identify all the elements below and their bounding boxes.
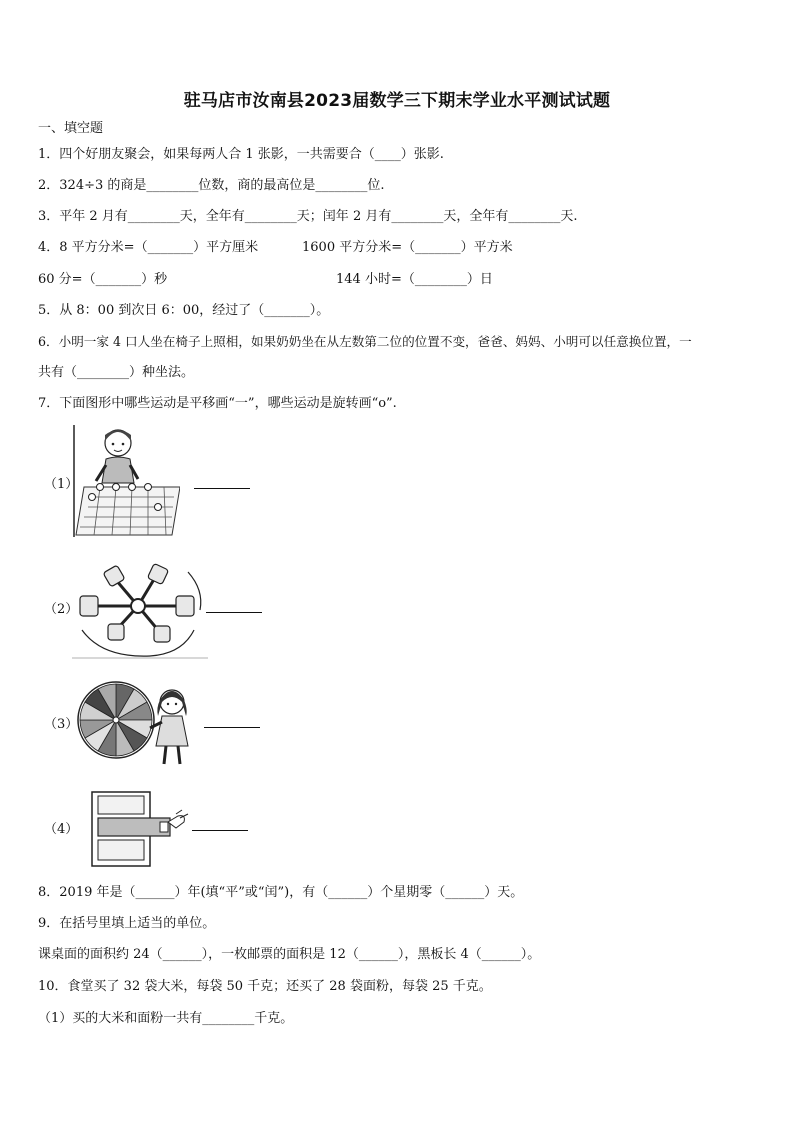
section-heading: 一、填空题 [38,121,104,136]
question-6-line1: 6．小明一家 4 口人坐在椅子上照相，如果奶奶坐在从左数第二位的位置不变，爸爸、妈妈、小明可以任意换位置，一 [38,334,692,349]
drawer-pull-icon [90,790,190,868]
boy-playing-chess-icon [72,425,180,537]
question-4a: 4．8 平方分米=（_______）平方厘米 [38,240,259,255]
question-10: 10．食堂买了 32 袋大米，每袋 50 千克；还买了 28 袋面粉，每袋 25 千克。 [38,979,492,994]
figure-1-label: （1） [44,477,79,492]
figure-2-label: （2） [44,602,79,617]
question-9-units: 课桌面的面积约 24（______），一枚邮票的面积是 12（______），黑板长 4（______）。 [38,947,541,962]
figure-4-label: （4） [44,822,79,837]
girl-spinning-wheel-icon [76,680,200,766]
question-3: 3．平年 2 月有________天，全年有________天；闰年 2 月有________天，全年有________天. [38,209,578,224]
question-8: 8．2019 年是（______）年(填“平”或“闰”)，有（______）个星期零（______）天。 [38,885,524,900]
question-6-line2: 共有（________）种坐法。 [38,365,195,380]
question-4c: 60 分=（_______）秒 [38,272,168,287]
figure-1-answer-blank[interactable] [194,488,250,489]
figure-3-label: （3） [44,717,79,732]
question-1: 1．四个好朋友聚会，如果每两人合 1 张影，一共需要合（____）张影. [38,147,444,162]
question-10-part-1: （1）买的大米和面粉一共有________千克。 [38,1011,294,1026]
merry-go-round-icon [72,560,208,660]
figure-3-answer-blank[interactable] [204,727,260,728]
figure-2-answer-blank[interactable] [206,612,262,613]
page-title: 驻马店市汝南县2023届数学三下期末学业水平测试试题 [183,91,611,111]
question-4b: 1600 平方分米=（_______）平方米 [302,240,513,255]
figure-4-answer-blank[interactable] [192,830,248,831]
question-9: 9．在括号里填上适当的单位。 [38,916,216,931]
question-4d: 144 小时=（________）日 [336,272,493,287]
question-5: 5．从 8：00 到次日 6：00，经过了（_______）。 [38,303,330,318]
question-7: 7．下面图形中哪些运动是平移画“一”，哪些运动是旋转画“o”. [38,396,397,411]
question-2: 2．324÷3 的商是________位数，商的最高位是________位. [38,178,385,193]
